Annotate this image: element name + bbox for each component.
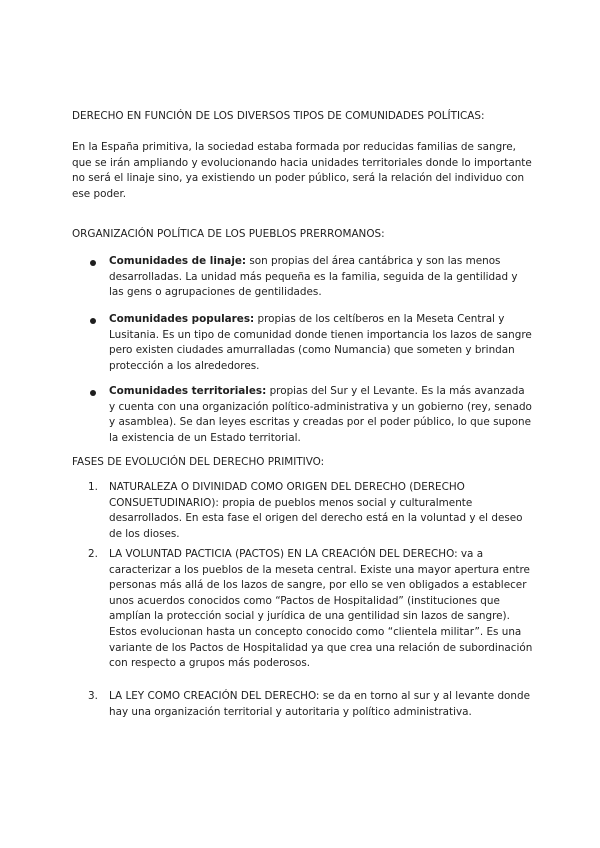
item-term: Comunidades de linaje:: [109, 255, 247, 267]
list-item-phase-1: [109, 480, 533, 542]
section-heading-communities: DERECHO EN FUNCIÓN DE LOS DIVERSOS TIPOS DE COMUNIDADES POLÍTICAS:: [72, 110, 485, 122]
intro-paragraph: En la España primitiva, la sociedad estaba formada por reducidas familias de sangre, que se irán ampliando y evolucionando hacia unidades territoriales donde lo importante no será el linaje sino, ya existiendo un poder público, será la relación del individuo con ese poder.: [72, 141, 532, 200]
item-text: propias de los celtíberos en la Meseta Central y Lusitania. Es un tipo de comunidad donde tienen importancia los lazos de sangre pero existen ciudades amurralladas (como Numancia) que someten y brindan protección a los alrededores.: [109, 313, 532, 372]
item-term: Comunidades territoriales:: [109, 385, 267, 397]
item-text: va a caracterizar a los pueblos de la meseta central. Existe una mayor apertura entre personas más allá de los lazos de sangre, por ello se ven obligados a establecer unos acuerdos conocidos como “Pactos de Hospitalidad” (instituciones que amplían la protección social y jurídica de una gentilidad sin lazos de sangre). Estos evolucionan hasta un concepto conocido como “clientela militar”. Es una variante de los Pactos de Hospitalidad ya que crea una relación de subordinación con respecto a grupos más poderosos.: [109, 548, 533, 670]
bullet-icon: [90, 260, 96, 266]
list-number: 1.: [88, 481, 98, 493]
section-heading-evolution-phases: FASES DE EVOLUCIÓN DEL DERECHO PRIMITIVO:: [72, 456, 325, 468]
list-item-phase-2: [109, 547, 533, 672]
section-heading-prerroman-organization: ORGANIZACIÓN POLÍTICA DE LOS PUEBLOS PRERROMANOS:: [72, 228, 385, 240]
item-text: propias del Sur y el Levante. Es la más avanzada y cuenta con una organización político-administrativa y un gobierno (rey, senado y asamblea). Se dan leyes escritas y creadas por el poder público, lo que supone la existencia de un Estado territorial.: [109, 385, 532, 444]
list-number: 3.: [88, 690, 98, 702]
bullet-icon: [90, 390, 96, 396]
item-text: propia de pueblos menos social y culturalmente desarrollados. En esta fase el origen del derecho está en la voluntad y el deseo de los dioses.: [109, 496, 523, 540]
list-number: 2.: [88, 548, 98, 560]
item-term: LA VOLUNTAD PACTICIA (PACTOS) EN LA CREACIÓN DEL DERECHO:: [109, 548, 458, 560]
list-item-linaje: [109, 254, 533, 301]
item-term: NATURALEZA O DIVINIDAD COMO ORIGEN DEL DERECHO (DERECHO CONSUETUDINARIO):: [109, 481, 465, 509]
bullet-icon: [90, 318, 96, 324]
list-item-populares: [109, 312, 533, 374]
item-text: son propias del área cantábrica y son las menos desarrolladas. La unidad más pequeña es la familia, seguida de la gentilidad y las gens o agrupaciones de gentilidades.: [109, 255, 518, 299]
list-item-phase-3: [109, 689, 533, 720]
item-term: Comunidades populares:: [109, 313, 255, 325]
list-item-territoriales: [109, 384, 533, 446]
item-text: se da en torno al sur y al levante donde hay una organización territorial y autoritaria y político administrativa.: [109, 690, 530, 718]
item-term: LA LEY COMO CREACIÓN DEL DERECHO:: [109, 690, 320, 702]
